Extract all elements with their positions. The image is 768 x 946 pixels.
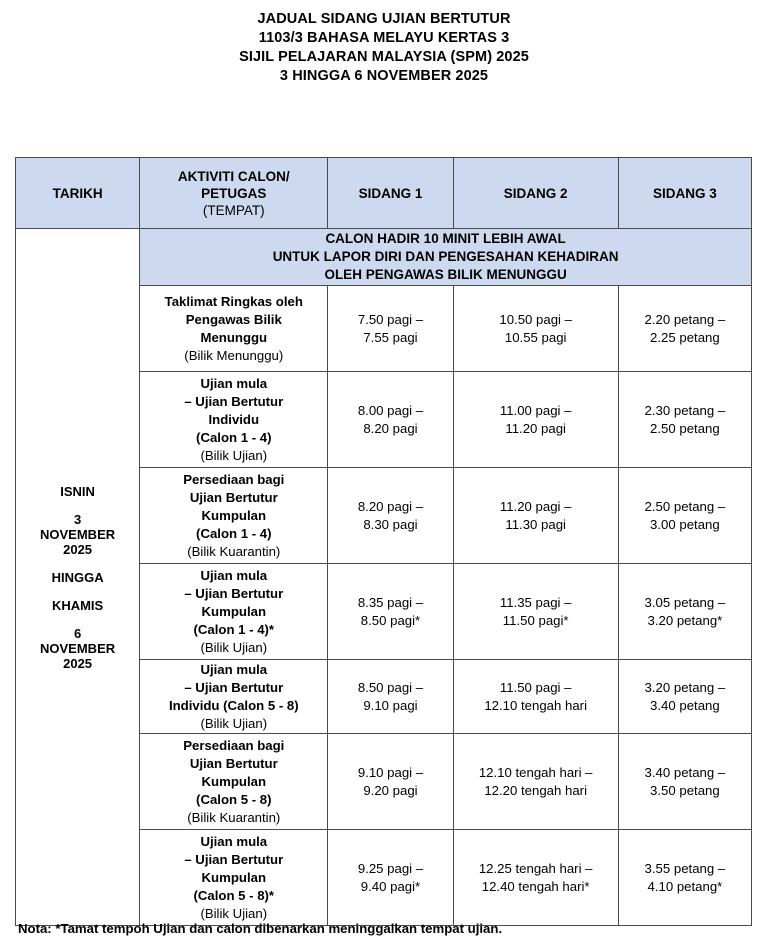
activity-line: (Calon 1 - 4)*	[193, 621, 275, 637]
activity-line: Persediaan bagi	[183, 471, 285, 487]
time-line: 3.55 petang –	[644, 860, 726, 876]
activity-line: Ujian mula	[200, 661, 268, 677]
sidang-2-time-cell	[453, 468, 618, 564]
sidang-1-time-cell	[328, 830, 453, 926]
time-line: 12.10 tengah hari	[484, 697, 587, 713]
sidang-3-time-cell	[618, 564, 751, 660]
time-line: 11.00 pagi –	[499, 402, 572, 418]
activity-cell	[140, 660, 328, 734]
activity-line: Persediaan bagi	[183, 737, 285, 753]
tarikh-spacer-3	[16, 585, 139, 598]
activity-line: Ujian Bertutur	[189, 489, 278, 505]
aktiviti-header-line-3: (TEMPAT)	[202, 202, 265, 218]
time-line: 3.40 petang	[650, 697, 720, 713]
activity-line: Ujian mula	[200, 833, 268, 849]
time-line: 8.00 pagi –	[357, 402, 424, 418]
notice-banner	[140, 229, 752, 286]
time-line: 8.30 pagi	[363, 516, 418, 532]
tarikh-date-cell	[16, 229, 140, 926]
title-line-2: 1103/3 BAHASA MELAYU KERTAS 3	[258, 30, 510, 46]
document-title	[0, 0, 768, 86]
notice-line-1: CALON HADIR 10 MINIT LEBIH AWAL	[325, 231, 566, 246]
time-line: 12.20 tengah hari	[484, 782, 587, 798]
column-header-sidang-3: SIDANG 3	[618, 158, 751, 229]
time-line: 3.50 petang	[650, 782, 720, 798]
activity-place: (Bilik Ujian)	[200, 905, 268, 921]
activity-line: (Calon 5 - 8)*	[193, 887, 275, 903]
title-line-3: SIJIL PELAJARAN MALAYSIA (SPM) 2025	[239, 49, 529, 65]
sidang-3-time-cell	[618, 830, 751, 926]
sidang-1-time-cell	[328, 286, 453, 372]
sidang-2-time-cell	[453, 286, 618, 372]
activity-place: (Bilik Kuarantin)	[187, 543, 281, 559]
sidang-1-time-cell	[328, 660, 453, 734]
activity-line: Kumpulan	[201, 603, 267, 619]
activity-place: (Bilik Menunggu)	[184, 347, 284, 363]
activity-cell	[140, 830, 328, 926]
activity-line: – Ujian Bertutur	[184, 851, 284, 867]
time-line: 8.20 pagi –	[357, 498, 424, 514]
activity-line: – Ujian Bertutur	[184, 585, 284, 601]
time-line: 9.40 pagi*	[360, 878, 421, 894]
activity-place: (Bilik Ujian)	[200, 447, 268, 463]
sidang-3-time-cell	[618, 660, 751, 734]
activity-cell	[140, 564, 328, 660]
time-line: 7.50 pagi –	[357, 311, 424, 327]
time-line: 2.50 petang –	[644, 498, 726, 514]
activity-line: Ujian Bertutur	[189, 755, 278, 771]
time-line: 11.20 pagi –	[499, 498, 572, 514]
activity-cell	[140, 286, 328, 372]
time-line: 3.20 petang*	[647, 612, 723, 628]
table-header-row	[16, 158, 752, 229]
tarikh-date-start-month: NOVEMBER	[40, 526, 116, 542]
activity-line: Kumpulan	[201, 507, 267, 523]
time-line: 9.20 pagi	[363, 782, 418, 798]
time-line: 12.40 tengah hari*	[481, 878, 590, 894]
tarikh-day-start: ISNIN	[60, 483, 95, 499]
activity-line: Kumpulan	[201, 869, 267, 885]
time-line: 11.20 pagi	[505, 420, 566, 436]
activity-cell	[140, 372, 328, 468]
activity-line: – Ujian Bertutur	[184, 393, 284, 409]
sidang-1-time-cell	[328, 734, 453, 830]
time-line: 8.35 pagi –	[357, 594, 424, 610]
schedule-table-wrapper	[15, 157, 752, 926]
time-line: 11.30 pagi	[505, 516, 566, 532]
time-line: 12.25 tengah hari –	[478, 860, 593, 876]
time-line: 3.20 petang –	[644, 679, 726, 695]
activity-place: (Bilik Ujian)	[200, 639, 268, 655]
tarikh-date-end-year: 2025	[63, 655, 93, 671]
time-line: 2.30 petang –	[644, 402, 726, 418]
tarikh-date-end-day: 6	[73, 625, 82, 641]
activity-line: Ujian mula	[200, 375, 268, 391]
time-line: 3.40 petang –	[644, 764, 726, 780]
time-line: 7.55 pagi	[363, 329, 418, 345]
sidang-3-time-cell	[618, 372, 751, 468]
notice-line-3: OLEH PENGAWAS BILIK MENUNGGU	[324, 267, 567, 282]
activity-place: (Bilik Ujian)	[200, 715, 268, 731]
activity-place: (Bilik Kuarantin)	[187, 809, 281, 825]
sidang-3-time-cell	[618, 468, 751, 564]
column-header-aktiviti	[140, 158, 328, 229]
activity-line: Menunggu	[200, 329, 268, 345]
time-line: 9.25 pagi –	[357, 860, 424, 876]
activity-line: Taklimat Ringkas oleh	[164, 293, 303, 309]
column-header-sidang-1: SIDANG 1	[328, 158, 453, 229]
sidang-1-time-cell	[328, 468, 453, 564]
time-line: 8.20 pagi	[363, 420, 418, 436]
sidang-2-time-cell	[453, 830, 618, 926]
sidang-2-time-cell	[453, 734, 618, 830]
activity-line: Individu (Calon 5 - 8)	[168, 697, 299, 713]
time-line: 4.10 petang*	[647, 878, 723, 894]
sidang-1-time-cell	[328, 564, 453, 660]
time-line: 11.50 pagi*	[502, 612, 569, 628]
table-header	[16, 158, 752, 229]
tarikh-date-start-day: 3	[73, 511, 82, 527]
activity-cell	[140, 734, 328, 830]
activity-line: (Calon 1 - 4)	[196, 525, 272, 541]
tarikh-spacer-4	[16, 613, 139, 626]
time-line: 10.50 pagi –	[499, 311, 572, 327]
table-body	[16, 229, 752, 926]
time-line: 8.50 pagi –	[357, 679, 424, 695]
time-line: 11.50 pagi –	[499, 679, 572, 695]
time-line: 8.50 pagi*	[360, 612, 421, 628]
column-header-tarikh: TARIKH	[16, 158, 140, 229]
activity-line: – Ujian Bertutur	[184, 679, 284, 695]
time-line: 9.10 pagi –	[357, 764, 424, 780]
activity-cell	[140, 468, 328, 564]
notice-line-2: UNTUK LAPOR DIRI DAN PENGESAHAN KEHADIRAN	[272, 249, 619, 264]
sidang-2-time-cell	[453, 564, 618, 660]
footer-note: Nota: *Tamat tempoh Ujian dan calon dibenarkan meninggalkan tempat ujian.	[18, 921, 503, 936]
notice-row	[16, 229, 752, 286]
time-line: 2.20 petang –	[644, 311, 726, 327]
activity-line: Pengawas Bilik	[185, 311, 282, 327]
time-line: 2.25 petang	[650, 329, 720, 345]
sidang-1-time-cell	[328, 372, 453, 468]
sidang-3-time-cell	[618, 734, 751, 830]
sidang-2-time-cell	[453, 660, 618, 734]
time-line: 2.50 petang	[650, 420, 720, 436]
tarikh-date-end-month: NOVEMBER	[40, 640, 116, 656]
tarikh-spacer-2	[16, 557, 139, 570]
activity-line: Kumpulan	[201, 773, 267, 789]
schedule-table	[15, 157, 752, 926]
sidang-2-time-cell	[453, 372, 618, 468]
column-header-sidang-2: SIDANG 2	[453, 158, 618, 229]
title-line-4: 3 HINGGA 6 NOVEMBER 2025	[279, 68, 489, 84]
title-line-1: JADUAL SIDANG UJIAN BERTUTUR	[257, 11, 511, 27]
aktiviti-header-line-1: AKTIVITI CALON/	[177, 168, 290, 184]
sidang-3-time-cell	[618, 286, 751, 372]
time-line: 3.00 petang	[650, 516, 720, 532]
tarikh-hingga: HINGGA	[51, 569, 104, 585]
time-line: 10.55 pagi	[504, 329, 567, 345]
activity-line: Individu	[208, 411, 260, 427]
activity-line: (Calon 5 - 8)	[196, 791, 272, 807]
time-line: 3.05 petang –	[644, 594, 726, 610]
tarikh-spacer-1	[16, 499, 139, 512]
time-line: 11.35 pagi –	[499, 594, 572, 610]
tarikh-date-start-year: 2025	[63, 541, 93, 557]
time-line: 12.10 tengah hari –	[478, 764, 593, 780]
activity-line: Ujian mula	[200, 567, 268, 583]
activity-line: (Calon 1 - 4)	[196, 429, 272, 445]
tarikh-day-end: KHAMIS	[51, 597, 104, 613]
aktiviti-header-line-2: PETUGAS	[201, 185, 267, 201]
time-line: 9.10 pagi	[363, 697, 418, 713]
